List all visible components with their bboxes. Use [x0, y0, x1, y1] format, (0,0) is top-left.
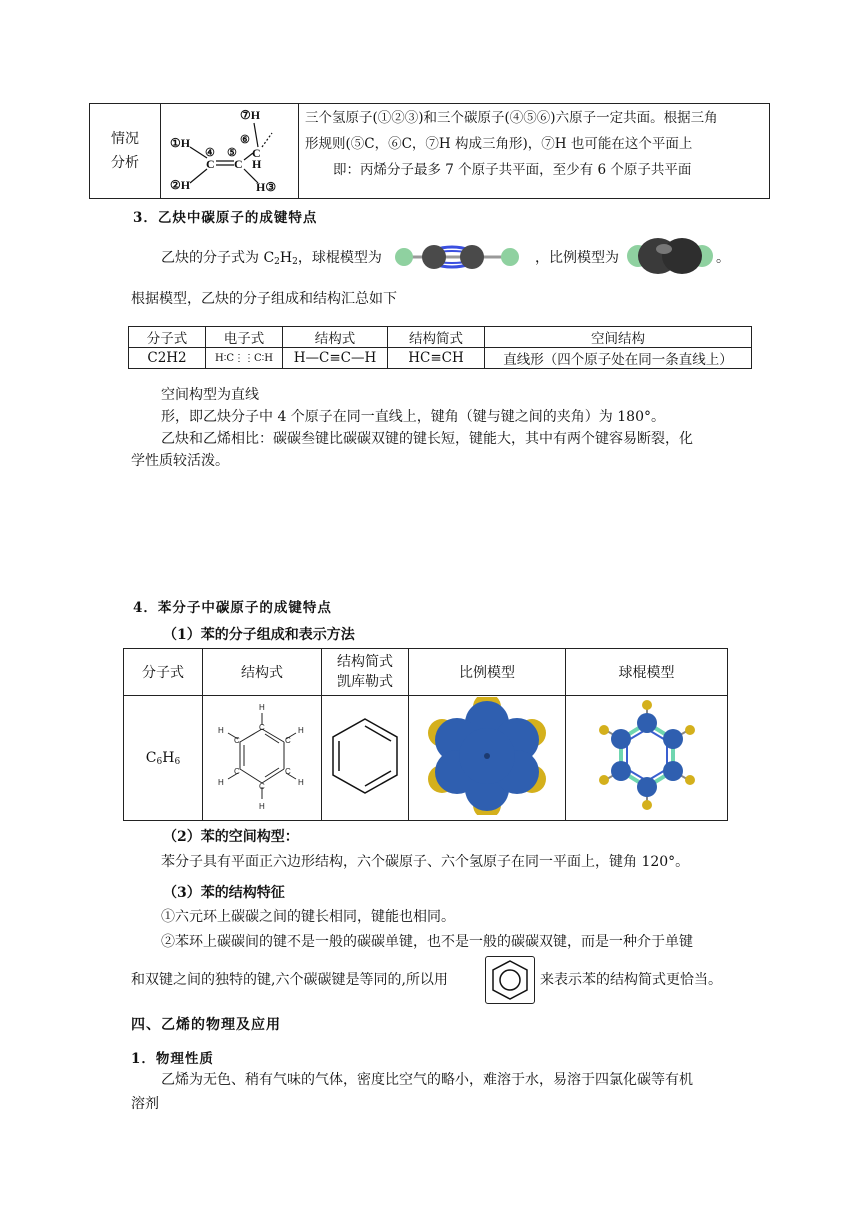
acetylene-sub2: 2: [292, 257, 298, 267]
th-spatial: 空间结构: [485, 327, 752, 348]
atom-label-c6: ⑥: [240, 134, 250, 146]
section-four-heading: 四、乙烯的物理及应用: [131, 1017, 281, 1033]
section-four-text-2: 溶剂: [131, 1096, 159, 1112]
benzene-ball-stick-model: [577, 697, 717, 815]
acetylene-summary-intro: 根据模型，乙炔的分子组成和结构汇总如下: [131, 291, 397, 307]
benzene-c-tl: C: [234, 736, 240, 745]
situation-text-2: 形规则(⑤C，⑥C，⑦H 构成三角形)，⑦H 也可能在这个平面上: [305, 136, 693, 152]
benzene-c-top: C: [259, 723, 265, 732]
bth-simple: 结构简式: [337, 654, 393, 670]
acetylene-space-fill-model: [624, 236, 716, 276]
section3-heading: 3．乙炔中碳原子的成键特点: [133, 210, 318, 226]
btd-structural: [203, 696, 322, 821]
acetylene-h-left: [395, 248, 413, 266]
situation-label-cell: [90, 104, 161, 199]
benzene-h-top: H: [259, 703, 265, 712]
acetylene-c-left: [422, 245, 446, 269]
atom-label-c-left: C: [206, 157, 215, 171]
benzene-ring-inline-box: [485, 956, 535, 1004]
benzene-table-row: [124, 696, 728, 821]
benzene-h-tr: H: [298, 726, 304, 735]
acetylene-table-header: [129, 327, 752, 348]
acetylene-formula-line: [161, 246, 382, 274]
section-four-text-1: 乙烯为无色、稍有气味的气体，密度比空气的略小，难溶于水，易溶于四氯化碳等有机: [161, 1072, 693, 1088]
acetylene-table: [128, 326, 752, 369]
bth-simple-kekule: [322, 649, 409, 696]
period-text: 。: [716, 250, 730, 266]
th-simple: 结构简式: [388, 327, 485, 348]
bth-space-fill: 比例模型: [409, 649, 566, 696]
benzene-table: [123, 648, 728, 821]
acetylene-formula-h: H: [279, 250, 293, 266]
acetylene-h-right: [501, 248, 519, 266]
td-formula: C2H2: [129, 348, 206, 369]
atom-label-h1: ①H: [170, 136, 191, 150]
benzene-h-br: H: [298, 778, 304, 787]
td-electron: H∶C⋮⋮C∶H: [206, 348, 283, 369]
propene-structure-cell: [161, 104, 299, 199]
atom-label-c5: ⑤: [227, 147, 237, 159]
benzene-h-bottom: H: [259, 802, 265, 811]
acetylene-para2-line1: 乙炔和乙烯相比：碳碳叁键比碳碳双键的键长短，键能大，其中有两个键容易断裂，化: [161, 431, 693, 447]
acetylene-para1-line1: 空间构型为直线: [161, 387, 259, 403]
atom-label-c-right: C: [234, 157, 243, 171]
benzene-c-tr: C: [285, 736, 291, 745]
benzene-c-br: C: [285, 767, 291, 776]
td-simple: HC≡CH: [388, 348, 485, 369]
atom-label-c6-c: C: [252, 146, 261, 160]
th-structural: 结构式: [283, 327, 388, 348]
acetylene-table-row: [129, 348, 752, 369]
section4-sub2: （2）苯的空间构型：: [163, 829, 299, 845]
situation-label-1: 情况: [111, 131, 139, 147]
benzene-space-fill-model: [426, 697, 548, 815]
th-electron: 电子式: [206, 327, 283, 348]
benzene-c-bl: C: [234, 767, 240, 776]
acetylene-para2-line2: 学性质较活泼。: [131, 453, 229, 469]
bth-formula: 分子式: [124, 649, 203, 696]
th-formula: 分子式: [129, 327, 206, 348]
bth-structural: 结构式: [203, 649, 322, 696]
benzene-h-tl: H: [218, 726, 224, 735]
benzene-structural-formula: [212, 697, 312, 815]
atom-label-c4: ④: [205, 147, 215, 159]
acetylene-formula-prefix: 乙炔的分子式为 C: [161, 250, 275, 266]
benzene-ring-inline-icon: [486, 957, 534, 1003]
btd-kekule: [322, 696, 409, 821]
bth-kekule: 凯库勒式: [337, 674, 393, 690]
benzene-h-bl: H: [218, 778, 224, 787]
situation-text-3: 即：丙烯分子最多 7 个原子共平面，至少有 6 个原子共平面: [333, 162, 692, 178]
btd-ball-stick: [566, 696, 728, 821]
atom-label-h7: ⑦H: [240, 108, 261, 122]
ball-stick-text: ，球棍模型为: [297, 250, 382, 266]
section4-heading: 4．苯分子中碳原子的成键特点: [133, 600, 332, 616]
section4-feature1: ①六元环上碳碳之间的键长相同，键能也相同。: [161, 909, 455, 925]
situation-table: [89, 103, 770, 199]
acetylene-ball-stick-model: [392, 238, 526, 276]
benzene-kekule-structure: [327, 713, 403, 799]
td-structural: H—C≡C—H: [283, 348, 388, 369]
benzene-table-header: [124, 649, 728, 696]
acetylene-c-right: [460, 245, 484, 269]
atom-label-h-plain: H: [252, 157, 262, 171]
situation-text-cell: [299, 104, 770, 199]
atom-label-h2: ②H: [170, 178, 191, 192]
btd-space-fill: [409, 696, 566, 821]
section4-sub3: （3）苯的结构特征: [163, 885, 285, 901]
td-spatial: 直线形（四个原子处在同一条直线上）: [485, 348, 752, 369]
atom-label-h3: H③: [256, 180, 277, 194]
section4-sub1: （1）苯的分子组成和表示方法: [163, 627, 355, 643]
section-four-sub-heading: 1．物理性质: [131, 1051, 214, 1067]
situation-text-1: 三个氢原子(①②③)和三个碳原子(④⑤⑥)六原子一定共面。根据三角: [305, 110, 718, 126]
space-fill-text: ，比例模型为: [535, 250, 619, 266]
acetylene-sub1: 2: [274, 257, 280, 267]
section4-feature2: ②苯环上碳碳间的键不是一般的碳碳单键，也不是一般的碳碳双键，而是一种介于单键: [161, 934, 693, 950]
situation-label-2: 分析: [111, 155, 139, 171]
benzene-c-bottom: C: [259, 782, 265, 791]
acetylene-para1-line2: 形，即乙炔分子中 4 个原子在同一直线上，键角（键与键之间的夹角）为 180°。: [161, 409, 665, 425]
btd-formula: $C_6H_6$: [124, 696, 203, 821]
section4-feature2b-post: 来表示苯的结构简式更恰当。: [540, 972, 722, 988]
propene-structure-diagram: [162, 105, 297, 197]
section4-feature2b-pre: 和双键之间的独特的键,六个碳碳键是等同的,所以用: [131, 972, 448, 988]
bth-ball-stick: 球棍模型: [566, 649, 728, 696]
section4-sub2-text: 苯分子具有平面正六边形结构，六个碳原子、六个氢原子在同一平面上，键角 120°。: [161, 854, 690, 870]
